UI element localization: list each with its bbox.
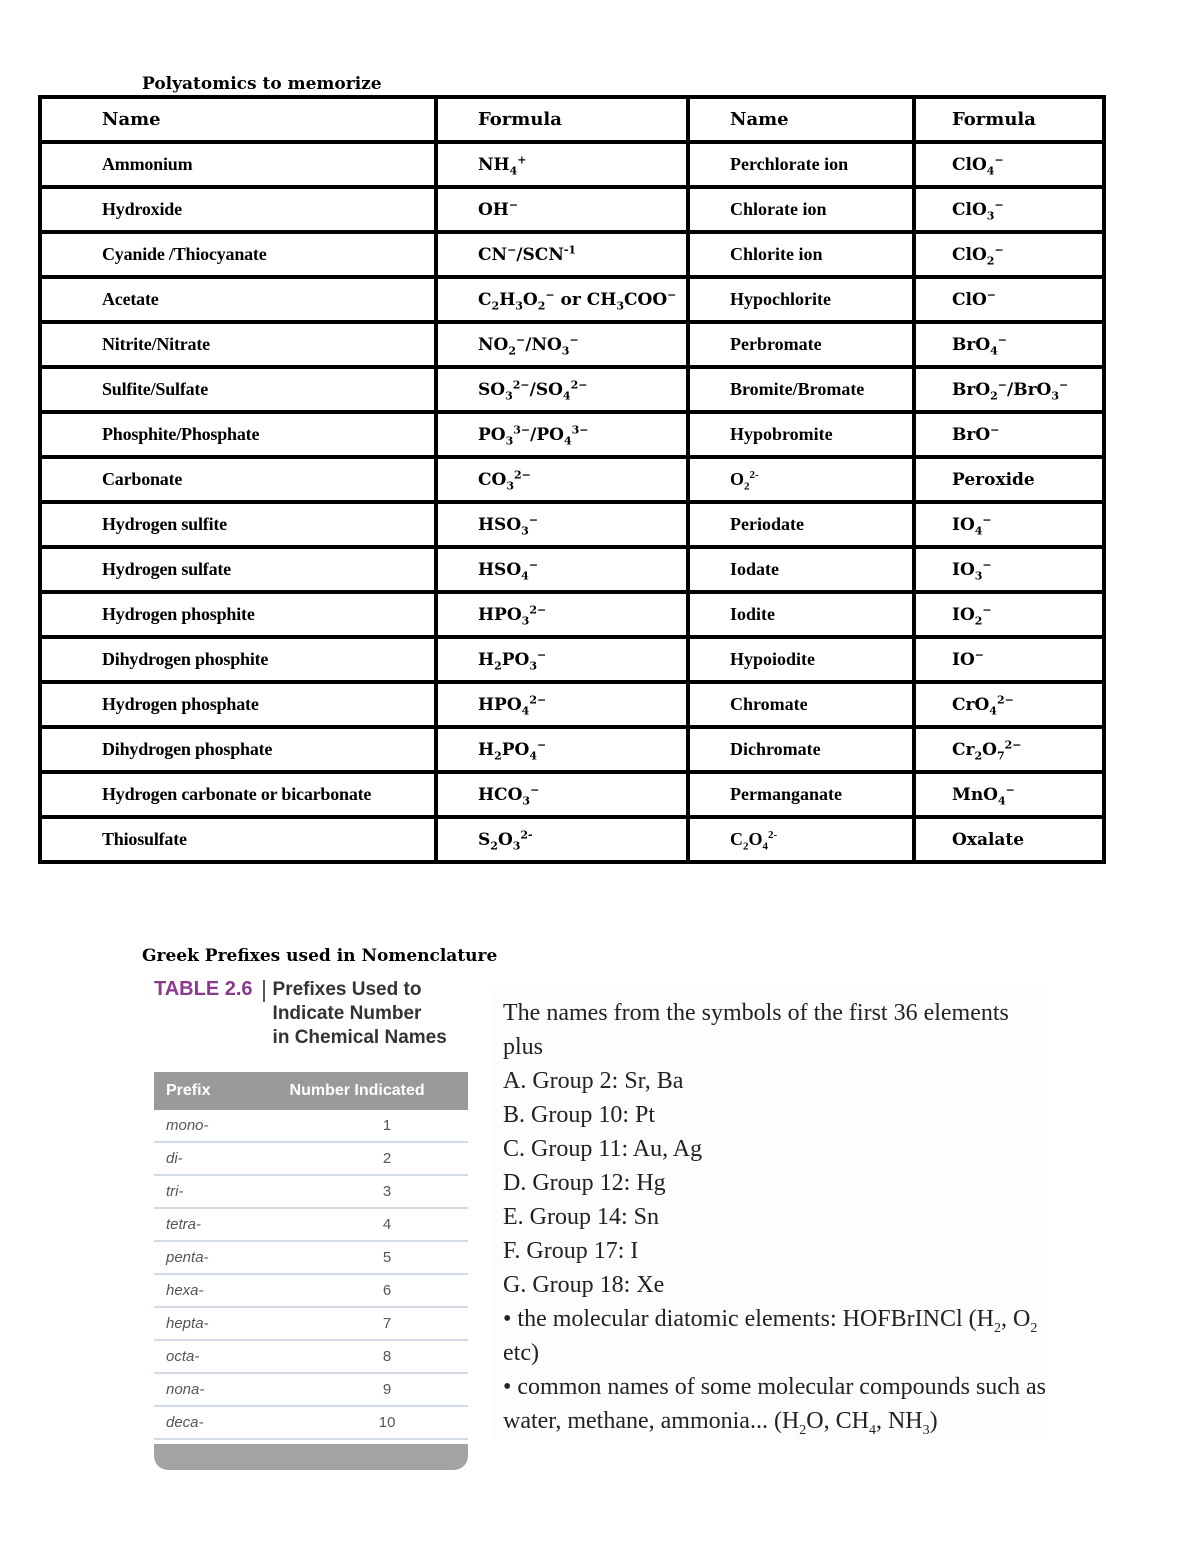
note-line: • the molecular diatomic elements: HOFBrINCl ($H_2$, $O_2$ xyxy=(503,1306,1038,1336)
ion-name: Permanganate xyxy=(688,772,914,817)
ion-formula: $HPO_4^{2-}$ xyxy=(436,682,688,727)
polyatomic-row xyxy=(40,547,1104,592)
note-line: • common names of some molecular compounds such as xyxy=(503,1374,1046,1400)
ion-formula: $HSO_4^-$ xyxy=(436,547,688,592)
ion-name: Phosphite/Phosphate xyxy=(40,412,436,457)
number-cell: 3 xyxy=(247,1175,468,1208)
number-cell: 9 xyxy=(247,1373,468,1406)
number-cell: 1 xyxy=(247,1110,468,1142)
prefix-row xyxy=(154,1274,468,1307)
label-divider xyxy=(263,980,265,1002)
ion-name: Hypochlorite xyxy=(688,277,914,322)
ion-formula: IO− xyxy=(914,637,1104,682)
polyatomic-row xyxy=(40,502,1104,547)
polyatomic-row xyxy=(40,322,1104,367)
number-cell: 7 xyxy=(247,1307,468,1340)
ion-name: Acetate xyxy=(40,277,436,322)
number-cell: 4 xyxy=(247,1208,468,1241)
ion-formula: ClO− xyxy=(914,277,1104,322)
ion-formula: $C_2H_3O_2^-$ or $CH_3COO^-$ xyxy=(436,277,688,322)
ion-name: Hydrogen sulfite xyxy=(40,502,436,547)
ion-formula: Peroxide xyxy=(914,457,1104,502)
prefix-row xyxy=(154,1110,468,1142)
ion-formula: $NH_4^+$ xyxy=(436,142,688,187)
polyatomic-row xyxy=(40,637,1104,682)
prefix-table-figure xyxy=(154,978,468,1470)
note-line: plus xyxy=(503,1034,544,1060)
ion-name: Hydrogen sulfate xyxy=(40,547,436,592)
polyatomic-row xyxy=(40,772,1104,817)
prefix-row xyxy=(154,1142,468,1175)
ion-name: Carbonate xyxy=(40,457,436,502)
ion-name: Dihydrogen phosphate xyxy=(40,727,436,772)
ion-formula: Oxalate xyxy=(914,817,1104,862)
ion-name: Iodate xyxy=(688,547,914,592)
header-formula-1: Formula xyxy=(436,97,688,142)
prefix-row xyxy=(154,1175,468,1208)
prefix-cell: hexa- xyxy=(154,1274,247,1307)
ion-formula: $Cr_2O_7^{2-}$ xyxy=(914,727,1104,772)
ion-name: Chromate xyxy=(688,682,914,727)
polyatomic-row xyxy=(40,187,1104,232)
number-cell: 8 xyxy=(247,1340,468,1373)
prefix-cell: mono- xyxy=(154,1110,247,1142)
ion-formula: $NO_2^-/NO_3^-$ xyxy=(436,322,688,367)
ion-formula: $IO_4^-$ xyxy=(914,502,1104,547)
polyatomics-table xyxy=(38,95,1106,864)
prefix-cell: hepta- xyxy=(154,1307,247,1340)
note-line: C. Group 11: Au, Ag xyxy=(503,1136,703,1162)
ion-formula: OH− xyxy=(436,187,688,232)
ion-formula: $PO_3^{3-}/PO_4^{3-}$ xyxy=(436,412,688,457)
ion-name: Perchlorate ion xyxy=(688,142,914,187)
number-cell: 6 xyxy=(247,1274,468,1307)
polyatomic-row xyxy=(40,817,1104,862)
polyatomic-row xyxy=(40,142,1104,187)
ion-name: Cyanide /Thiocyanate xyxy=(40,232,436,277)
ion-name: Hydrogen phosphate xyxy=(40,682,436,727)
ion-formula: $IO_2^-$ xyxy=(914,592,1104,637)
ion-formula: $H_2PO_3^-$ xyxy=(436,637,688,682)
ion-name: Thiosulfate xyxy=(40,817,436,862)
header-name-1: Name xyxy=(40,97,436,142)
prefix-row xyxy=(154,1340,468,1373)
polyatomic-row xyxy=(40,277,1104,322)
col-prefix-header: Prefix xyxy=(154,1072,247,1110)
ion-name: Hydrogen carbonate or bicarbonate xyxy=(40,772,436,817)
ion-name: $C_2O_4^{2-}$ xyxy=(688,817,914,862)
ion-name: Bromite/Bromate xyxy=(688,367,914,412)
polyatomic-row xyxy=(40,367,1104,412)
ion-name: Perbromate xyxy=(688,322,914,367)
header-formula-2: Formula xyxy=(914,97,1104,142)
ion-name: $O_2^{2-}$ xyxy=(688,457,914,502)
prefix-cell: di- xyxy=(154,1142,247,1175)
ion-formula: $HPO_3^{2-}$ xyxy=(436,592,688,637)
ion-formula: $IO_3^-$ xyxy=(914,547,1104,592)
note-line: B. Group 10: Pt xyxy=(503,1102,656,1128)
header-name-2: Name xyxy=(688,97,914,142)
ion-name: Ammonium xyxy=(40,142,436,187)
note-line: E. Group 14: Sn xyxy=(503,1204,659,1230)
prefix-row xyxy=(154,1241,468,1274)
element-names-note xyxy=(494,990,1046,1440)
polyatomic-row xyxy=(40,412,1104,457)
ion-formula: MnO$_4$− xyxy=(914,772,1104,817)
prefix-row xyxy=(154,1208,468,1241)
ion-name: Nitrite/Nitrate xyxy=(40,322,436,367)
prefix-cell: tri- xyxy=(154,1175,247,1208)
ion-formula: CrO$_4^{2-}$ xyxy=(914,682,1104,727)
polyatomic-row xyxy=(40,232,1104,277)
prefix-cell: octa- xyxy=(154,1340,247,1373)
note-line: D. Group 12: Hg xyxy=(503,1170,666,1196)
note-line: G. Group 18: Xe xyxy=(503,1272,665,1298)
polyatomic-row xyxy=(40,682,1104,727)
ion-formula: BrO$_4$− xyxy=(914,322,1104,367)
polyatomics-title: Polyatomics to memorize xyxy=(142,74,382,94)
note-line: A. Group 2: Sr, Ba xyxy=(503,1068,684,1094)
ion-formula: $H_2PO_4^-$ xyxy=(436,727,688,772)
col-number-header: Number Indicated xyxy=(247,1072,468,1110)
note-line: etc) xyxy=(503,1340,539,1366)
prefix-table xyxy=(154,1072,468,1440)
ion-formula: $HSO_3^-$ xyxy=(436,502,688,547)
note-line: F. Group 17: I xyxy=(503,1238,639,1264)
ion-formula: ClO$_2$− xyxy=(914,232,1104,277)
prefix-cell: nona- xyxy=(154,1373,247,1406)
ion-name: Hydrogen phosphite xyxy=(40,592,436,637)
ion-name: Hydroxide xyxy=(40,187,436,232)
ion-formula: BrO$_2$−/BrO$_3$− xyxy=(914,367,1104,412)
number-cell: 2 xyxy=(247,1142,468,1175)
prefix-cell: tetra- xyxy=(154,1208,247,1241)
prefix-row xyxy=(154,1406,468,1439)
table-label: TABLE 2.6 xyxy=(154,978,253,1000)
ion-name: Chlorate ion xyxy=(688,187,914,232)
prefix-row xyxy=(154,1373,468,1406)
ion-name: Dichromate xyxy=(688,727,914,772)
polyatomic-row xyxy=(40,457,1104,502)
polyatomic-row xyxy=(40,592,1104,637)
ion-name: Dihydrogen phosphite xyxy=(40,637,436,682)
number-cell: 10 xyxy=(247,1406,468,1439)
polyatomics-body xyxy=(40,142,1104,862)
prefix-cell: deca- xyxy=(154,1406,247,1439)
ion-formula: BrO− xyxy=(914,412,1104,457)
table-footer-bar xyxy=(154,1444,468,1470)
greek-prefixes-title: Greek Prefixes used in Nomenclature xyxy=(142,946,498,966)
ion-formula: $CN^-/SCN^{-1}$ xyxy=(436,232,688,277)
ion-name: Periodate xyxy=(688,502,914,547)
number-cell: 5 xyxy=(247,1241,468,1274)
ion-formula: $CO_3^{2-}$ xyxy=(436,457,688,502)
polyatomics-header-row xyxy=(40,97,1104,142)
ion-formula: ClO$_3$− xyxy=(914,187,1104,232)
ion-formula: $S_2O_3^{2-}$ xyxy=(436,817,688,862)
polyatomic-row xyxy=(40,727,1104,772)
ion-name: Hypoiodite xyxy=(688,637,914,682)
ion-name: Sulfite/Sulfate xyxy=(40,367,436,412)
note-line: The names from the symbols of the first 36 elements xyxy=(503,1000,1009,1026)
prefix-cell: penta- xyxy=(154,1241,247,1274)
ion-formula: ClO$_4$− xyxy=(914,142,1104,187)
prefix-row xyxy=(154,1307,468,1340)
ion-formula: $SO_3^{2-}/SO_4^{2-}$ xyxy=(436,367,688,412)
ion-name: Hypobromite xyxy=(688,412,914,457)
ion-formula: $HCO_3^-$ xyxy=(436,772,688,817)
note-line: water, methane, ammonia... ($H_2O$, $CH_4$, $NH_3$) xyxy=(503,1408,938,1438)
ion-name: Iodite xyxy=(688,592,914,637)
table-caption: Prefixes Used to Indicate Number in Chemical Names xyxy=(272,979,447,1048)
ion-name: Chlorite ion xyxy=(688,232,914,277)
